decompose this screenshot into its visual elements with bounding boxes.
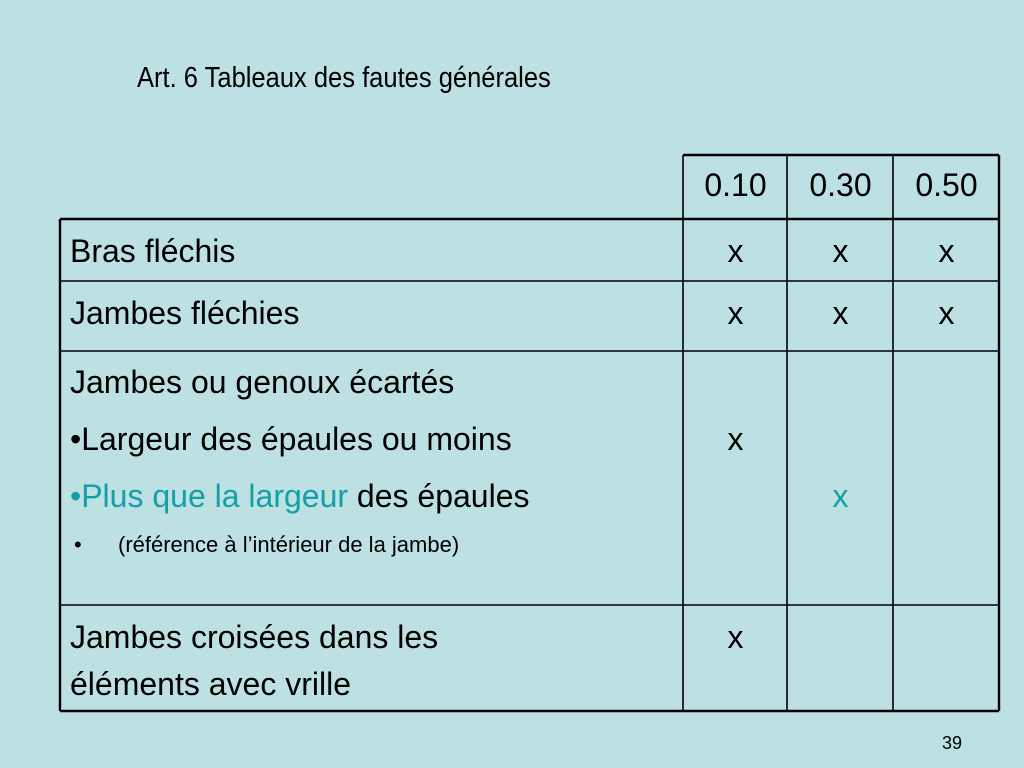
row3-note-bullet: • xyxy=(74,532,82,557)
row-label-jambes-croisees-2: éléments avec vrille xyxy=(70,666,351,702)
row-label-jambes-flechies: Jambes fléchies xyxy=(70,295,300,331)
row1-mark-0-30: x xyxy=(832,233,849,269)
row3-sub-largeur-ou-moins: •Largeur des épaules ou moins xyxy=(70,421,512,457)
row2-mark-0-30: x xyxy=(832,295,849,331)
row3-sub-bullet: • xyxy=(70,478,82,514)
header-0-30: 0.30 xyxy=(809,167,872,203)
row2-mark-0-10: x xyxy=(727,295,744,331)
slide-title: Art. 6 Tableaux des fautes générales xyxy=(137,62,551,94)
row1-mark-0-10: x xyxy=(727,233,744,269)
row3-mark-0-10: x xyxy=(727,421,744,457)
header-0-50: 0.50 xyxy=(915,167,978,203)
row-label-jambes-croisees-1: Jambes croisées dans les xyxy=(70,619,439,655)
row1-mark-0-50: x xyxy=(938,233,955,269)
row3-sub-plus-que-largeur xyxy=(70,477,530,515)
row3-sub-highlight: Plus que la largeur xyxy=(81,478,349,514)
row4-mark-0-10: x xyxy=(727,619,744,655)
slide-number: 39 xyxy=(941,733,963,753)
row3-note xyxy=(74,531,459,559)
row-label-jambes-ecartes: Jambes ou genoux écartés xyxy=(70,364,455,400)
row2-mark-0-50: x xyxy=(938,295,955,331)
row3-mark-0-30: x xyxy=(832,478,849,514)
row-label-bras-flechis: Bras fléchis xyxy=(70,233,236,269)
row3-sub-rest: des épaules xyxy=(348,478,530,514)
header-0-10: 0.10 xyxy=(704,167,767,203)
row3-note-text: (référence à l’intérieur de la jambe) xyxy=(118,532,460,557)
